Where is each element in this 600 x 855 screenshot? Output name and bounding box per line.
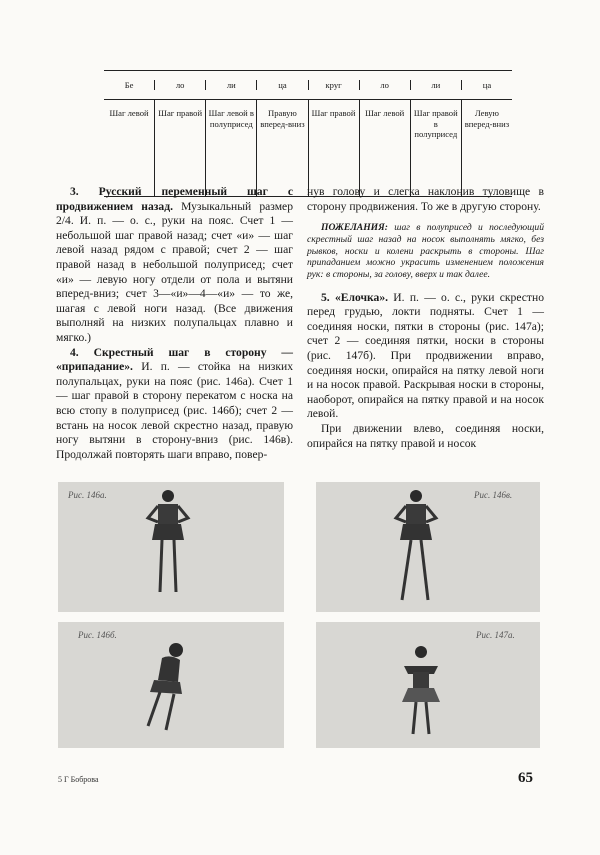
paragraph-russian-step (56, 185, 293, 346)
figure-146a (58, 482, 284, 612)
paragraph-text: Музыкальный размер 2/4. И. п. — о. с., руки на пояс. Счет 1 — небольшой шаг правой назад; счет «и» — шаг левой назад рядом с правой; счет 2 — шаг правой назад в небольшой полуприсед; счет «и» — левую ногу отдели от пола и вытяни вперед-вниз; счет 3—«и»—4—«и» — то же, шагая с левой ноги назад. (Все движения выполняй на низких полупальцах плавно и мягко.) (56, 199, 293, 344)
figure-147a (316, 622, 540, 748)
steps-table (104, 70, 512, 197)
wishes-label: ПОЖЕЛАНИЯ: (321, 222, 388, 234)
table-cell: Шаг правой (154, 100, 205, 196)
paragraph-title: 4. Скрестный шаг в сторону — «припадание». (56, 345, 293, 374)
table-cell: Шаг левой (109, 108, 149, 118)
wishes-text: шаг в полуприсед и последующий скрестный шаг назад на носок выполнять мягко, без рывков, носки и колени раскрыть в стороны. Шаг припаданием можно украсить изменением положения рук: в стороны, за голову, вверх и так далее. (307, 222, 544, 280)
figure-caption: Рис. 147а. (476, 630, 515, 640)
table-cell: Шаг левой в полуприсед (205, 100, 256, 196)
paragraph-text: И. п. — о. с., руки скрестно перед грудью, локти подняты. Счет 1 — соединяя носки, пятки в стороны (рис. 147а); счет 2 — соединяя пятки, носки в стороны (рис. 147б). При продвижении вправо, соединяя носки, опирайся на пятку левой ноги и на носок правой. Раскрывая носки в стороны, наоборот, опирайся на пятку правой и на носок левой. (307, 290, 544, 421)
figure-caption: Рис. 146а. (68, 490, 107, 500)
table-header-cell: ца (461, 80, 512, 91)
wishes-note (307, 222, 544, 281)
right-column (307, 185, 544, 451)
paragraph-continuation: нув голову и слегка наклонив туловище в сторону продвижения. То же в другую сторону. (307, 185, 544, 213)
dancer-illustration (316, 482, 540, 612)
table-header-cell: Бе (124, 79, 134, 90)
paragraph-cross-step (56, 346, 293, 463)
figure-caption: Рис. 146в. (474, 490, 513, 500)
table-cell: Правую вперед-вниз (256, 100, 307, 196)
table-header-cell: ли (410, 80, 461, 91)
dancer-illustration (58, 482, 284, 612)
table-header-cell: ло (154, 80, 205, 91)
paragraph-left-move: При движении влево, соединяя носки, опирайся на пятку правой и носок (307, 422, 544, 450)
paragraph-title: 3. Русский переменный шаг с продвижением назад. (56, 185, 293, 213)
table-cell: Левую вперед-вниз (461, 100, 512, 196)
paragraph-title: 5. «Елочка». (321, 290, 389, 304)
dancer-illustration (316, 622, 540, 748)
figure-146b (58, 622, 284, 748)
figure-146v (316, 482, 540, 612)
table-header-cell: круг (308, 80, 359, 91)
table-body-row (104, 100, 512, 196)
table-header-cell: ца (256, 80, 307, 91)
left-column (56, 185, 293, 462)
paragraph-elochka (307, 291, 544, 422)
table-header-row (104, 71, 512, 100)
table-cell: Шаг правой (308, 100, 359, 196)
table-cell: Шаг левой (359, 100, 410, 196)
paragraph-text: И. п. — стойка на низких полупальцах, руки на пояс (рис. 146а). Счет 1 — шаг правой в сторону перекатом с носка на всю стопу в полуприсед (рис. 146б); счет 2 — встань на носок левой скрестно назад, правую ногу вытяни в сторону-вниз (рис. 146в). Продолжай повторять шаги вправо, повер- (56, 360, 293, 461)
figure-caption: Рис. 146б. (78, 630, 117, 640)
footer-signature: 5 Г Боброва (58, 775, 99, 784)
page-number: 65 (518, 770, 533, 786)
table-header-cell: ли (205, 80, 256, 91)
dancer-illustration (58, 622, 284, 748)
table-header-cell: ло (359, 80, 410, 91)
table-cell: Шаг правой в полуприсед (410, 100, 461, 196)
